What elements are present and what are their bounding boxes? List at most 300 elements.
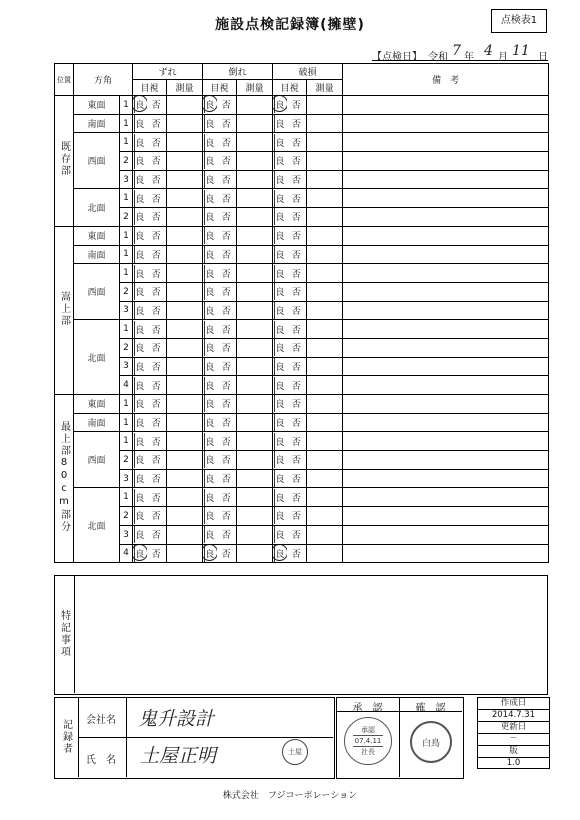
good-mark: 良 bbox=[205, 154, 214, 167]
measure-cell[interactable] bbox=[237, 395, 273, 414]
check-good[interactable] bbox=[133, 170, 147, 189]
measure-cell[interactable] bbox=[237, 170, 273, 189]
check-bad[interactable]: 否 bbox=[287, 451, 307, 470]
check-bad[interactable]: 否 bbox=[147, 282, 167, 301]
remarks-cell[interactable] bbox=[343, 488, 549, 507]
check-good[interactable] bbox=[203, 264, 217, 283]
remarks-cell[interactable] bbox=[343, 264, 549, 283]
measure-cell[interactable] bbox=[307, 544, 343, 563]
measure-cell[interactable] bbox=[167, 376, 203, 395]
check-bad[interactable]: 否 bbox=[147, 264, 167, 283]
check-bad[interactable]: 否 bbox=[217, 170, 237, 189]
check-good[interactable] bbox=[133, 469, 147, 488]
check-good[interactable] bbox=[203, 451, 217, 470]
good-mark: 良 bbox=[205, 285, 214, 298]
check-bad[interactable]: 否 bbox=[217, 189, 237, 208]
measure-cell[interactable] bbox=[237, 432, 273, 451]
check-good[interactable] bbox=[203, 152, 217, 171]
check-bad[interactable]: 否 bbox=[147, 226, 167, 245]
check-good[interactable] bbox=[273, 170, 287, 189]
row-number: 1 bbox=[120, 488, 133, 507]
measure-cell[interactable] bbox=[307, 338, 343, 357]
measure-cell[interactable] bbox=[307, 96, 343, 115]
check-bad[interactable]: 否 bbox=[217, 525, 237, 544]
check-bad[interactable]: 否 bbox=[217, 507, 237, 526]
measure-cell[interactable] bbox=[237, 451, 273, 470]
remarks-cell[interactable] bbox=[343, 544, 549, 563]
check-bad[interactable]: 否 bbox=[147, 488, 167, 507]
table-row bbox=[55, 282, 549, 301]
check-good[interactable] bbox=[203, 544, 217, 563]
check-good[interactable] bbox=[133, 488, 147, 507]
check-good[interactable] bbox=[133, 226, 147, 245]
header-tilt-measure: 測量 bbox=[237, 80, 273, 96]
good-mark: 良 bbox=[275, 248, 284, 261]
measure-cell[interactable] bbox=[167, 226, 203, 245]
measure-cell[interactable] bbox=[307, 152, 343, 171]
check-bad[interactable]: 否 bbox=[147, 114, 167, 133]
check-bad[interactable]: 否 bbox=[287, 544, 307, 563]
check-good[interactable] bbox=[273, 189, 287, 208]
measure-cell[interactable] bbox=[237, 264, 273, 283]
remarks-cell[interactable] bbox=[343, 357, 549, 376]
remarks-cell[interactable] bbox=[343, 338, 549, 357]
check-bad[interactable]: 否 bbox=[217, 208, 237, 227]
check-good[interactable] bbox=[133, 320, 147, 339]
updated-label: 更新日 bbox=[478, 721, 549, 734]
measure-cell[interactable] bbox=[167, 189, 203, 208]
check-bad[interactable]: 否 bbox=[147, 152, 167, 171]
remarks-cell[interactable] bbox=[343, 525, 549, 544]
measure-cell[interactable] bbox=[237, 96, 273, 115]
check-bad[interactable]: 否 bbox=[287, 395, 307, 414]
measure-cell[interactable] bbox=[307, 282, 343, 301]
measure-cell[interactable] bbox=[307, 245, 343, 264]
measure-cell[interactable] bbox=[237, 133, 273, 152]
check-bad[interactable]: 否 bbox=[287, 170, 307, 189]
check-bad[interactable]: 否 bbox=[217, 451, 237, 470]
check-good[interactable] bbox=[133, 357, 147, 376]
check-bad[interactable]: 否 bbox=[217, 357, 237, 376]
row-number: 2 bbox=[120, 507, 133, 526]
row-number: 1 bbox=[120, 226, 133, 245]
check-good[interactable] bbox=[273, 507, 287, 526]
check-bad[interactable]: 否 bbox=[147, 189, 167, 208]
check-good[interactable] bbox=[133, 432, 147, 451]
check-bad[interactable]: 否 bbox=[217, 544, 237, 563]
check-good[interactable] bbox=[273, 320, 287, 339]
measure-cell[interactable] bbox=[237, 338, 273, 357]
check-bad[interactable]: 否 bbox=[287, 376, 307, 395]
remarks-cell[interactable] bbox=[343, 395, 549, 414]
check-bad[interactable]: 否 bbox=[147, 451, 167, 470]
check-good[interactable] bbox=[133, 96, 147, 115]
check-good[interactable] bbox=[133, 208, 147, 227]
check-bad[interactable]: 否 bbox=[147, 376, 167, 395]
check-bad[interactable]: 否 bbox=[287, 525, 307, 544]
measure-cell[interactable] bbox=[167, 507, 203, 526]
good-mark: 良 bbox=[135, 117, 144, 130]
measure-cell[interactable] bbox=[167, 245, 203, 264]
check-good[interactable] bbox=[203, 226, 217, 245]
measure-cell[interactable] bbox=[307, 264, 343, 283]
check-bad[interactable]: 否 bbox=[287, 96, 307, 115]
check-good[interactable] bbox=[203, 170, 217, 189]
check-bad[interactable]: 否 bbox=[287, 152, 307, 171]
good-mark: 良 bbox=[275, 379, 284, 392]
measure-cell[interactable] bbox=[167, 413, 203, 432]
remarks-cell[interactable] bbox=[343, 133, 549, 152]
check-bad[interactable]: 否 bbox=[287, 282, 307, 301]
remarks-cell[interactable] bbox=[343, 152, 549, 171]
check-bad[interactable]: 否 bbox=[287, 264, 307, 283]
check-bad[interactable]: 否 bbox=[147, 170, 167, 189]
good-mark: 良 bbox=[205, 528, 214, 541]
remarks-cell[interactable] bbox=[343, 507, 549, 526]
check-good[interactable] bbox=[133, 338, 147, 357]
measure-cell[interactable] bbox=[307, 376, 343, 395]
remarks-cell[interactable] bbox=[343, 170, 549, 189]
check-bad[interactable]: 否 bbox=[287, 507, 307, 526]
check-good[interactable] bbox=[133, 301, 147, 320]
check-good[interactable] bbox=[273, 133, 287, 152]
check-good[interactable] bbox=[133, 133, 147, 152]
check-good[interactable] bbox=[203, 245, 217, 264]
check-bad[interactable]: 否 bbox=[217, 245, 237, 264]
confirm-seal: 白鳥 bbox=[410, 721, 452, 763]
measure-cell[interactable] bbox=[307, 301, 343, 320]
check-bad[interactable]: 否 bbox=[217, 320, 237, 339]
good-mark: 良 bbox=[275, 323, 284, 336]
table-row bbox=[55, 245, 549, 264]
measure-cell[interactable] bbox=[167, 395, 203, 414]
check-good[interactable] bbox=[203, 320, 217, 339]
measure-cell[interactable] bbox=[237, 114, 273, 133]
check-bad[interactable]: 否 bbox=[217, 413, 237, 432]
measure-cell[interactable] bbox=[237, 152, 273, 171]
measure-cell[interactable] bbox=[237, 208, 273, 227]
check-bad[interactable]: 否 bbox=[217, 133, 237, 152]
check-good[interactable] bbox=[203, 507, 217, 526]
good-mark: 良 bbox=[135, 285, 144, 298]
check-good[interactable] bbox=[133, 395, 147, 414]
header-tilt: 倒れ bbox=[203, 64, 273, 80]
good-mark: 良 bbox=[205, 472, 214, 485]
check-good[interactable] bbox=[273, 544, 287, 563]
check-bad[interactable]: 否 bbox=[287, 469, 307, 488]
check-good[interactable] bbox=[273, 96, 287, 115]
measure-cell[interactable] bbox=[307, 432, 343, 451]
check-good[interactable] bbox=[203, 114, 217, 133]
measure-cell[interactable] bbox=[307, 451, 343, 470]
measure-cell[interactable] bbox=[307, 507, 343, 526]
direction-cell: 南面 bbox=[74, 413, 120, 432]
measure-cell[interactable] bbox=[167, 544, 203, 563]
header-direction: 方角 bbox=[74, 64, 133, 96]
check-good[interactable] bbox=[133, 189, 147, 208]
measure-cell[interactable] bbox=[167, 469, 203, 488]
check-good[interactable] bbox=[203, 413, 217, 432]
measure-cell[interactable] bbox=[307, 413, 343, 432]
remarks-cell[interactable] bbox=[343, 432, 549, 451]
check-bad[interactable]: 否 bbox=[147, 544, 167, 563]
check-bad[interactable]: 否 bbox=[287, 488, 307, 507]
measure-cell[interactable] bbox=[167, 525, 203, 544]
measure-cell[interactable] bbox=[237, 525, 273, 544]
measure-cell[interactable] bbox=[167, 264, 203, 283]
remarks-cell[interactable] bbox=[343, 96, 549, 115]
measure-cell[interactable] bbox=[237, 413, 273, 432]
check-bad[interactable]: 否 bbox=[287, 413, 307, 432]
check-bad[interactable]: 否 bbox=[147, 395, 167, 414]
check-bad[interactable]: 否 bbox=[147, 133, 167, 152]
remarks-cell[interactable] bbox=[343, 320, 549, 339]
check-good[interactable] bbox=[203, 376, 217, 395]
check-good[interactable] bbox=[203, 133, 217, 152]
remarks-cell[interactable] bbox=[343, 245, 549, 264]
measure-cell[interactable] bbox=[167, 114, 203, 133]
measure-cell[interactable] bbox=[307, 114, 343, 133]
measure-cell[interactable] bbox=[167, 451, 203, 470]
check-bad[interactable]: 否 bbox=[287, 357, 307, 376]
check-bad[interactable]: 否 bbox=[147, 245, 167, 264]
check-bad[interactable]: 否 bbox=[287, 432, 307, 451]
check-good[interactable] bbox=[133, 114, 147, 133]
good-mark: 良 bbox=[275, 154, 284, 167]
check-good[interactable] bbox=[203, 488, 217, 507]
measure-cell[interactable] bbox=[167, 301, 203, 320]
check-good[interactable] bbox=[203, 301, 217, 320]
version-label: 版 bbox=[478, 745, 549, 758]
check-good[interactable] bbox=[273, 413, 287, 432]
check-bad[interactable]: 否 bbox=[287, 338, 307, 357]
table-row bbox=[55, 320, 549, 339]
measure-cell[interactable] bbox=[167, 208, 203, 227]
check-good[interactable] bbox=[133, 152, 147, 171]
check-good[interactable] bbox=[273, 395, 287, 414]
measure-cell[interactable] bbox=[307, 189, 343, 208]
check-bad[interactable]: 否 bbox=[147, 525, 167, 544]
check-good[interactable] bbox=[133, 451, 147, 470]
check-good[interactable] bbox=[273, 226, 287, 245]
check-good[interactable] bbox=[133, 264, 147, 283]
good-mark: 良 bbox=[205, 136, 214, 149]
good-mark: 良 bbox=[135, 98, 144, 111]
check-good[interactable] bbox=[203, 208, 217, 227]
measure-cell[interactable] bbox=[307, 320, 343, 339]
good-mark: 良 bbox=[135, 173, 144, 186]
check-good[interactable] bbox=[133, 245, 147, 264]
remarks-cell[interactable] bbox=[343, 208, 549, 227]
row-number: 1 bbox=[120, 432, 133, 451]
check-good[interactable] bbox=[203, 282, 217, 301]
good-mark: 良 bbox=[275, 341, 284, 354]
check-bad[interactable]: 否 bbox=[217, 264, 237, 283]
check-bad[interactable]: 否 bbox=[217, 395, 237, 414]
check-good[interactable] bbox=[203, 357, 217, 376]
check-bad[interactable]: 否 bbox=[147, 301, 167, 320]
measure-cell[interactable] bbox=[307, 488, 343, 507]
good-mark: 良 bbox=[135, 547, 144, 560]
good-mark: 良 bbox=[135, 323, 144, 336]
check-bad[interactable]: 否 bbox=[147, 507, 167, 526]
check-good[interactable] bbox=[203, 96, 217, 115]
measure-cell[interactable] bbox=[237, 245, 273, 264]
measure-cell[interactable] bbox=[237, 282, 273, 301]
check-good[interactable] bbox=[133, 507, 147, 526]
check-bad[interactable]: 否 bbox=[287, 189, 307, 208]
check-bad[interactable]: 否 bbox=[147, 469, 167, 488]
check-bad[interactable]: 否 bbox=[287, 320, 307, 339]
check-bad[interactable]: 否 bbox=[147, 96, 167, 115]
good-mark: 良 bbox=[205, 323, 214, 336]
measure-cell[interactable] bbox=[167, 432, 203, 451]
measure-cell[interactable] bbox=[307, 226, 343, 245]
check-bad[interactable]: 否 bbox=[287, 133, 307, 152]
measure-cell[interactable] bbox=[307, 357, 343, 376]
check-bad[interactable]: 否 bbox=[217, 469, 237, 488]
measure-cell[interactable] bbox=[307, 395, 343, 414]
measure-cell[interactable] bbox=[167, 320, 203, 339]
measure-cell[interactable] bbox=[307, 525, 343, 544]
check-good[interactable] bbox=[273, 264, 287, 283]
direction-cell: 北面 bbox=[74, 488, 120, 563]
measure-cell[interactable] bbox=[307, 170, 343, 189]
check-good[interactable] bbox=[133, 413, 147, 432]
measure-cell[interactable] bbox=[167, 96, 203, 115]
check-good[interactable] bbox=[133, 525, 147, 544]
check-good[interactable] bbox=[273, 301, 287, 320]
check-bad[interactable]: 否 bbox=[217, 114, 237, 133]
check-good[interactable] bbox=[273, 245, 287, 264]
check-bad[interactable]: 否 bbox=[147, 432, 167, 451]
check-good[interactable] bbox=[273, 208, 287, 227]
direction-cell: 東面 bbox=[74, 395, 120, 414]
measure-cell[interactable] bbox=[167, 488, 203, 507]
check-bad[interactable]: 否 bbox=[147, 413, 167, 432]
good-mark: 良 bbox=[275, 416, 284, 429]
table-row bbox=[55, 189, 549, 208]
header-shift-measure: 測量 bbox=[167, 80, 203, 96]
check-good[interactable] bbox=[273, 357, 287, 376]
measure-cell[interactable] bbox=[237, 320, 273, 339]
check-bad[interactable]: 否 bbox=[147, 338, 167, 357]
remarks-cell[interactable] bbox=[343, 301, 549, 320]
check-good[interactable] bbox=[203, 395, 217, 414]
table-row bbox=[55, 432, 549, 451]
good-mark: 良 bbox=[135, 341, 144, 354]
check-good[interactable] bbox=[273, 152, 287, 171]
measure-cell[interactable] bbox=[167, 282, 203, 301]
measure-cell[interactable] bbox=[307, 208, 343, 227]
measure-cell[interactable] bbox=[237, 301, 273, 320]
check-bad[interactable]: 否 bbox=[147, 320, 167, 339]
measure-cell[interactable] bbox=[307, 469, 343, 488]
check-good[interactable] bbox=[203, 525, 217, 544]
measure-cell[interactable] bbox=[237, 507, 273, 526]
check-good[interactable] bbox=[133, 282, 147, 301]
check-bad[interactable]: 否 bbox=[147, 357, 167, 376]
check-bad[interactable]: 否 bbox=[217, 338, 237, 357]
measure-cell[interactable] bbox=[167, 133, 203, 152]
measure-cell[interactable] bbox=[237, 544, 273, 563]
good-mark: 良 bbox=[275, 453, 284, 466]
remarks-cell[interactable] bbox=[343, 189, 549, 208]
check-good[interactable] bbox=[203, 338, 217, 357]
measure-cell[interactable] bbox=[237, 376, 273, 395]
check-good[interactable] bbox=[273, 282, 287, 301]
check-good[interactable] bbox=[273, 451, 287, 470]
remarks-cell[interactable] bbox=[343, 413, 549, 432]
remarks-cell[interactable] bbox=[343, 282, 549, 301]
check-bad[interactable]: 否 bbox=[287, 226, 307, 245]
row-number: 2 bbox=[120, 338, 133, 357]
special-notes-box[interactable] bbox=[54, 575, 548, 695]
remarks-cell[interactable] bbox=[343, 451, 549, 470]
table-row bbox=[55, 226, 549, 245]
check-good[interactable] bbox=[133, 544, 147, 563]
check-bad[interactable]: 否 bbox=[287, 208, 307, 227]
table-row bbox=[55, 488, 549, 507]
check-good[interactable] bbox=[273, 488, 287, 507]
check-good[interactable] bbox=[203, 189, 217, 208]
check-good[interactable] bbox=[273, 338, 287, 357]
check-bad[interactable]: 否 bbox=[217, 488, 237, 507]
measure-cell[interactable] bbox=[307, 133, 343, 152]
check-good[interactable] bbox=[273, 469, 287, 488]
footer-company: 株式会社 フジコーポレーション bbox=[222, 791, 358, 801]
updated-value: － bbox=[509, 734, 518, 744]
check-bad[interactable]: 否 bbox=[147, 208, 167, 227]
measure-cell[interactable] bbox=[167, 338, 203, 357]
check-good[interactable] bbox=[273, 114, 287, 133]
check-good[interactable] bbox=[203, 432, 217, 451]
good-mark: 良 bbox=[205, 491, 214, 504]
measure-cell[interactable] bbox=[237, 226, 273, 245]
check-bad[interactable]: 否 bbox=[287, 245, 307, 264]
measure-cell[interactable] bbox=[237, 488, 273, 507]
check-good[interactable] bbox=[273, 525, 287, 544]
remarks-cell[interactable] bbox=[343, 376, 549, 395]
good-mark: 良 bbox=[205, 304, 214, 317]
check-bad[interactable]: 否 bbox=[217, 432, 237, 451]
measure-cell[interactable] bbox=[167, 357, 203, 376]
check-bad[interactable]: 否 bbox=[217, 96, 237, 115]
check-good[interactable] bbox=[133, 376, 147, 395]
remarks-cell[interactable] bbox=[343, 469, 549, 488]
check-bad[interactable]: 否 bbox=[287, 114, 307, 133]
row-number: 1 bbox=[120, 96, 133, 115]
remarks-cell[interactable] bbox=[343, 226, 549, 245]
measure-cell[interactable] bbox=[167, 170, 203, 189]
check-bad[interactable]: 否 bbox=[217, 282, 237, 301]
check-good[interactable] bbox=[203, 469, 217, 488]
check-bad[interactable]: 否 bbox=[287, 301, 307, 320]
check-good[interactable] bbox=[273, 376, 287, 395]
check-good[interactable] bbox=[273, 432, 287, 451]
name-label: 氏 名 bbox=[86, 755, 116, 766]
check-bad[interactable]: 否 bbox=[217, 376, 237, 395]
check-bad[interactable]: 否 bbox=[217, 301, 237, 320]
remarks-cell[interactable] bbox=[343, 114, 549, 133]
table-row bbox=[55, 469, 549, 488]
measure-cell[interactable] bbox=[167, 152, 203, 171]
measure-cell[interactable] bbox=[237, 357, 273, 376]
check-bad[interactable]: 否 bbox=[217, 152, 237, 171]
measure-cell[interactable] bbox=[237, 189, 273, 208]
measure-cell[interactable] bbox=[237, 469, 273, 488]
check-bad[interactable]: 否 bbox=[217, 226, 237, 245]
